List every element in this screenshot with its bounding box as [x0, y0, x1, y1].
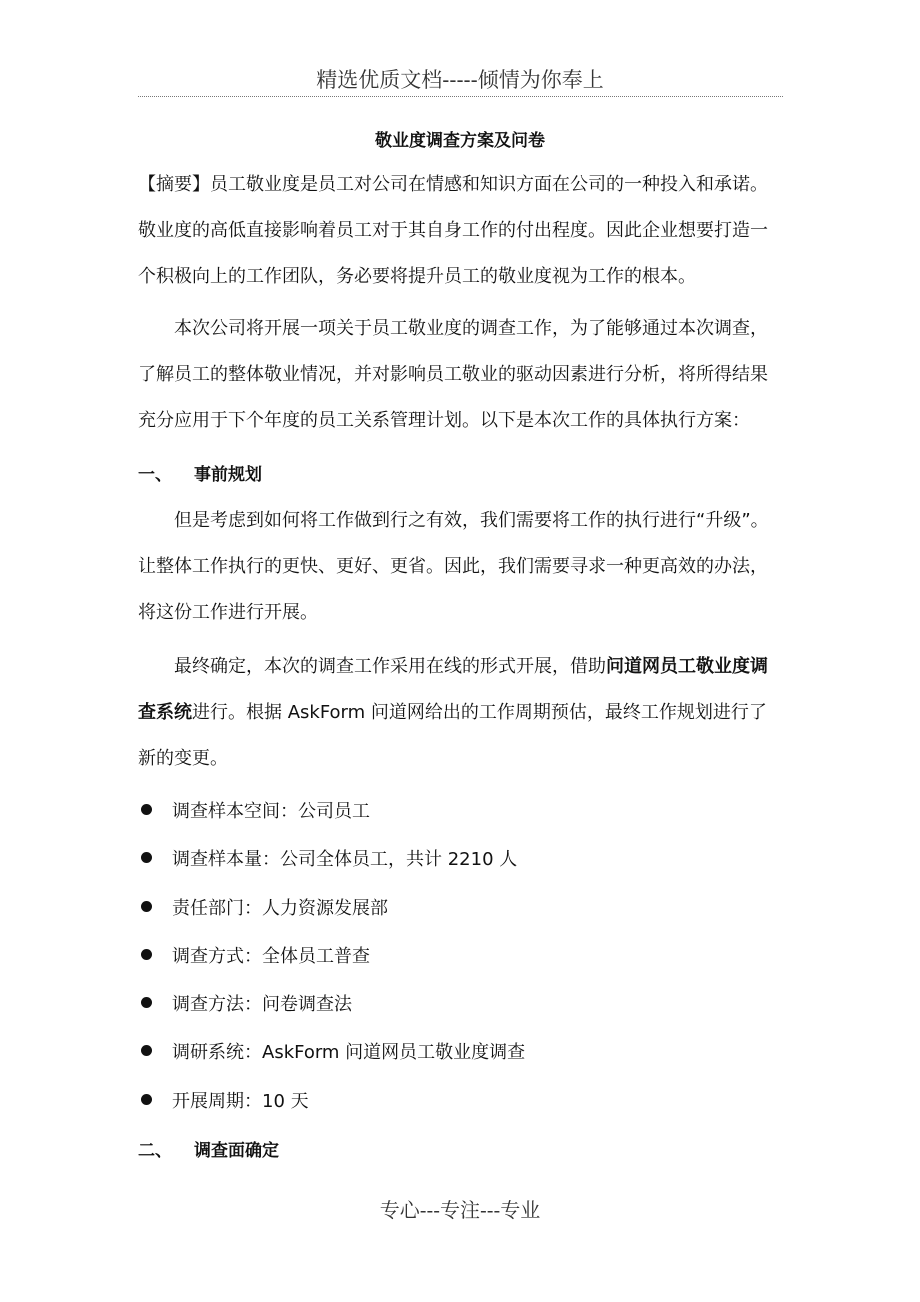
upgrade-paragraph — [138, 498, 788, 636]
document-title: 敬业度调查方案及问卷 — [375, 131, 545, 151]
abstract-line: 个积极向上的工作团队，务必要将提升员工的敬业度视为工作的根本。 — [138, 266, 696, 287]
system-name-bold: 问道网员工敬业度调 — [606, 656, 768, 677]
section-number: 一、 — [138, 465, 172, 485]
final-line-1 — [138, 644, 788, 690]
list-item — [138, 885, 525, 933]
list-item-text: 调查样本空间：公司员工 — [172, 801, 370, 822]
bullet-icon — [141, 949, 152, 960]
system-name-bold: 查系统 — [138, 702, 192, 723]
list-item — [138, 836, 525, 884]
bullet-icon — [141, 1045, 152, 1056]
final-text: 进行。根据 AskForm 问道网给出的工作周期预估，最终工作规划进行了 — [192, 702, 767, 723]
list-item — [138, 981, 525, 1029]
abstract-paragraph — [138, 162, 788, 300]
list-item-text: 调查方法：问卷调查法 — [172, 994, 352, 1016]
section-title: 事前规划 — [194, 465, 262, 485]
upgrade-line: 让整体工作执行的更快、更好、更省。因此，我们需要寻求一种更高效的办法， — [138, 556, 768, 577]
intro-line: 了解员工的整体敬业情况，并对影响员工敬业的驱动因素进行分析，将所得结果 — [138, 364, 768, 385]
section-heading-2 — [138, 1136, 279, 1166]
upgrade-line: 但是考虑到如何将工作做到行之有效，我们需要将工作的执行进行“升级”。 — [174, 510, 769, 531]
bullet-icon — [141, 804, 152, 815]
list-item — [138, 933, 525, 981]
page-header: 精选优质文档-----倾情为你奉上 — [316, 68, 604, 92]
list-item — [138, 1078, 525, 1126]
final-paragraph — [138, 644, 788, 782]
list-item — [138, 1029, 525, 1077]
final-line-2 — [138, 690, 788, 736]
bullet-icon — [141, 1094, 152, 1105]
bullet-icon — [141, 852, 152, 863]
final-text: 最终确定，本次的调查工作采用在线的形式开展，借助 — [174, 656, 606, 677]
list-item — [138, 788, 525, 836]
list-item-text: 开展周期：10 天 — [172, 1090, 309, 1112]
section-number: 二、 — [138, 1141, 172, 1161]
section-heading-1 — [138, 460, 262, 490]
abstract-line: 【摘要】员工敬业度是员工对公司在情感和知识方面在公司的一种投入和承诺。 — [138, 174, 768, 195]
header-divider — [138, 96, 783, 97]
abstract-line: 敬业度的高低直接影响着员工对于其自身工作的付出程度。因此企业想要打造一 — [138, 220, 768, 241]
intro-line: 充分应用于下个年度的员工关系管理计划。以下是本次工作的具体执行方案： — [138, 410, 750, 431]
intro-line: 本次公司将开展一项关于员工敬业度的调查工作，为了能够通过本次调查， — [174, 318, 768, 339]
bullet-icon — [141, 997, 152, 1008]
bullet-icon — [141, 901, 152, 912]
page-footer: 专心---专注---专业 — [379, 1198, 541, 1222]
plan-bullet-list — [138, 788, 525, 1126]
intro-paragraph — [138, 306, 788, 444]
list-item-text: 调研系统：AskForm 问道网员工敬业度调查 — [172, 1042, 526, 1064]
upgrade-line: 将这份工作进行开展。 — [138, 602, 318, 623]
list-item-text: 调查方式：全体员工普查 — [172, 945, 370, 967]
final-line-3: 新的变更。 — [138, 748, 228, 769]
section-title: 调查面确定 — [194, 1141, 279, 1161]
list-item-text: 责任部门：人力资源发展部 — [172, 897, 388, 919]
list-item-text: 调查样本量：公司全体员工，共计 2210 人 — [172, 849, 518, 871]
